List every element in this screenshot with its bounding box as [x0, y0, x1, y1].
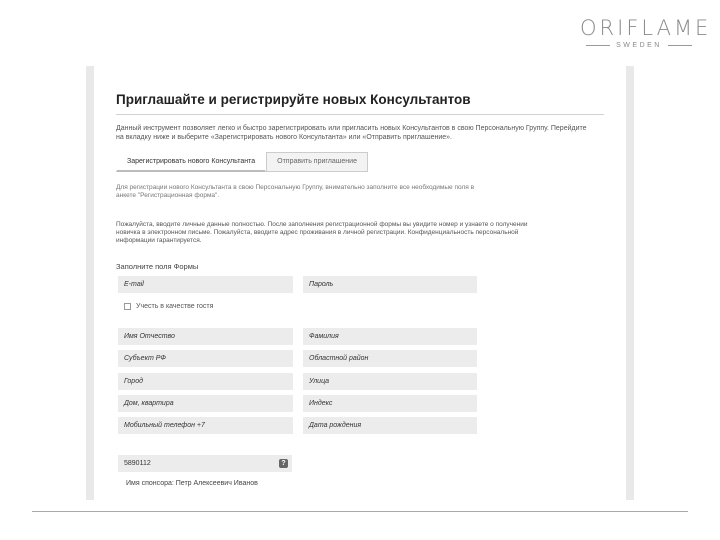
birthdate-field[interactable]: Дата рождения	[303, 417, 477, 434]
oriflame-logo	[580, 16, 712, 49]
guest-checkbox-row[interactable]	[124, 303, 213, 310]
help-icon[interactable]: ?	[279, 459, 288, 468]
sponsor-number-value: 5890112	[124, 460, 151, 467]
name-field[interactable]: Имя Отчество	[118, 328, 293, 345]
mobile-field[interactable]: Мобильный телефон +7	[118, 417, 293, 434]
index-field[interactable]: Индекс	[303, 395, 477, 412]
sponsor-number-field[interactable]	[118, 455, 292, 472]
tab-bar	[116, 152, 368, 172]
section-title: Заполните поля Формы	[116, 262, 199, 271]
screenshot-frame	[86, 66, 634, 500]
title-divider	[116, 114, 604, 115]
logo-line-left	[586, 45, 610, 46]
tab-send-invite[interactable]: Отправить приглашение	[266, 152, 368, 172]
region-select[interactable]: Субъект РФ	[118, 350, 293, 367]
guest-checkbox[interactable]	[124, 303, 131, 310]
city-field[interactable]: Город	[118, 373, 293, 390]
registration-page	[94, 66, 626, 500]
logo-line-right	[668, 45, 692, 46]
password-field[interactable]: Пароль	[303, 276, 477, 293]
logo-subline	[580, 42, 698, 49]
surname-field[interactable]: Фамилия	[303, 328, 477, 345]
sponsor-name: Имя спонсора: Петр Алексеевич Иванов	[126, 480, 258, 487]
warning-text: Пожалуйста, вводите личные данные полностью. После заполнения регистрационной формы вы увидите номер и узнаете о получении новичка в электронном письме. Пожалуйста, вводите адрес проживания в личной регистрации. Конфиденциальность персональной информации гарантируется.	[116, 221, 528, 244]
page-title: Приглашайте и регистрируйте новых Консультантов	[116, 92, 471, 107]
intro-text: Данный инструмент позволяет легко и быстро зарегистрировать или пригласить новых Консультантов в свою Персональную Группу. Перейдите на вкладку ниже и выберите «Зарегистрировать нового Консультанта» или «Отправить приглашение».	[116, 125, 587, 141]
register-note: Для регистрации нового Консультанта в свою Персональную Группу, внимательно заполните все необходимые поля в анкете "Регистрационная форма".	[116, 184, 475, 199]
street-field[interactable]: Улица	[303, 373, 477, 390]
email-field[interactable]: E-mail	[118, 276, 293, 293]
logo-sub-text: SWEDEN	[616, 42, 662, 49]
district-field[interactable]: Областной район	[303, 350, 477, 367]
logo-wordmark: ORIFLAME	[580, 16, 712, 40]
tab-register[interactable]: Зарегистрировать нового Консультанта	[116, 152, 266, 172]
guest-checkbox-label: Учесть в качестве гостя	[136, 303, 214, 310]
house-field[interactable]: Дом, квартира	[118, 395, 293, 412]
bottom-rule	[32, 511, 688, 512]
